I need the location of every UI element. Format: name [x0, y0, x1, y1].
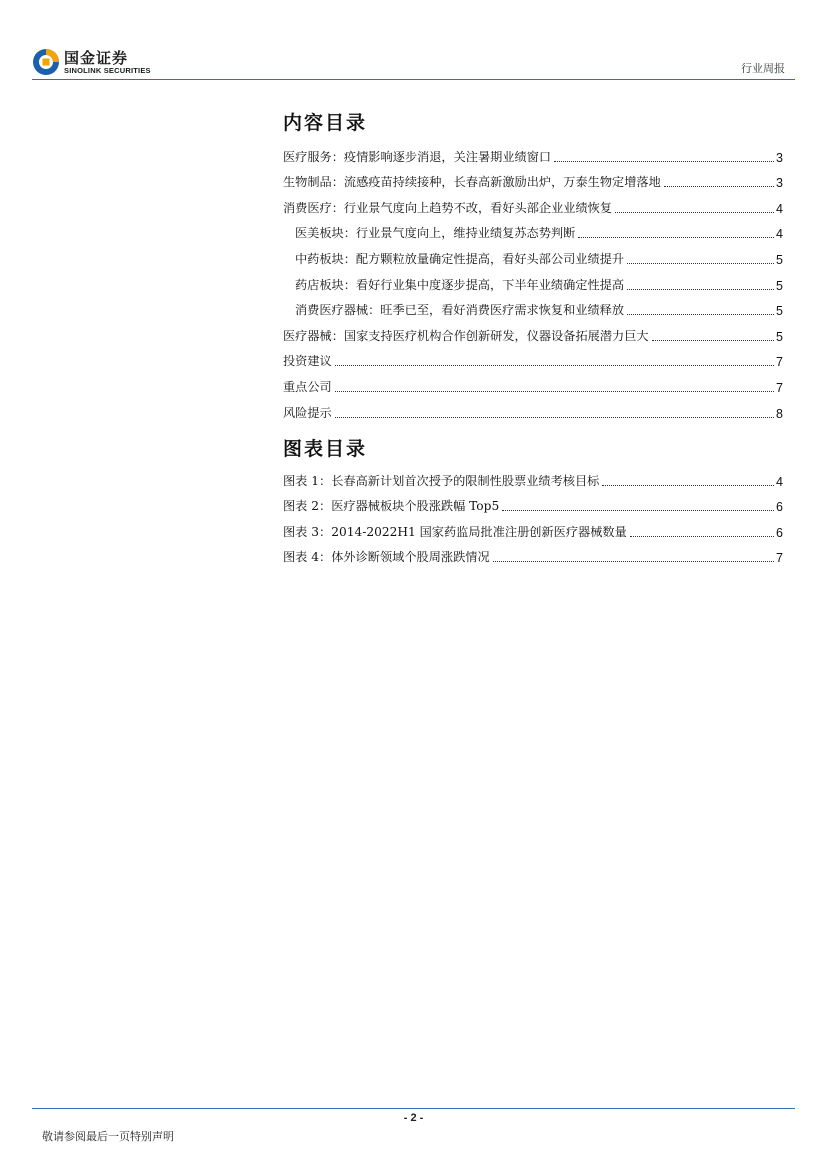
toc-page-number: 3	[776, 150, 783, 165]
toc-page-number: 4	[776, 201, 783, 216]
toc-entry-text: 图表 1：长春高新计划首次授予的限制性股票业绩考核目标	[283, 473, 600, 488]
disclaimer-note: 敬请参阅最后一页特别声明	[42, 1130, 174, 1143]
toc-page-number: 5	[776, 278, 783, 293]
toc-entry-text: 中药板块：配方颗粒放量确定性提高，看好头部公司业绩提升	[295, 251, 625, 266]
toc-entry[interactable]	[283, 190, 783, 216]
toc-page-number: 6	[776, 525, 783, 540]
dot-leader	[627, 314, 774, 315]
toc-page-number: 5	[776, 252, 783, 267]
figure-entry[interactable]	[283, 540, 783, 566]
dot-leader	[335, 391, 774, 392]
toc-entry-text: 图表 3：2014-2022H1 国家药监局批准注册创新医疗器械数量	[283, 524, 627, 539]
page-number: - 2 -	[403, 1112, 424, 1124]
brand-name-cn: 国金证券	[64, 49, 129, 67]
figure-entry[interactable]	[283, 514, 783, 540]
dot-leader	[602, 485, 774, 486]
header-divider	[32, 79, 795, 80]
dot-leader	[627, 263, 774, 264]
toc-entry-text: 医疗器械：国家支持医疗机构合作创新研发，仪器设备拓展潜力巨大	[283, 328, 649, 343]
toc-entry-text: 图表 2：医疗器械板块个股涨跌幅 Top5	[283, 499, 500, 514]
toc-page-number: 4	[776, 227, 783, 242]
toc-page-number: 7	[776, 551, 783, 566]
dot-leader	[652, 340, 774, 341]
toc-entry[interactable]	[283, 369, 783, 395]
figure-entry[interactable]	[283, 463, 783, 489]
contents-list	[283, 139, 783, 421]
brand-name-en: SINOLINK SECURITIES	[64, 66, 151, 75]
report-type-label: 行业周报	[741, 62, 785, 75]
brand-logo	[32, 46, 162, 78]
toc-page-number: 7	[776, 355, 783, 370]
toc-page-number: 6	[776, 500, 783, 515]
figures-list	[283, 463, 783, 565]
toc-entry-text: 医美板块：行业景气度向上，维持业绩复苏态势判断	[295, 226, 576, 241]
dot-leader	[664, 186, 774, 187]
toc-entry[interactable]	[283, 216, 783, 242]
toc-entry[interactable]	[283, 318, 783, 344]
toc-entry[interactable]	[283, 165, 783, 191]
toc-entry[interactable]	[283, 293, 783, 319]
toc-entry[interactable]	[283, 241, 783, 267]
dot-leader	[554, 161, 774, 162]
toc-entry-text: 风险提示	[283, 405, 332, 420]
figure-entry[interactable]	[283, 489, 783, 515]
toc-entry-text: 消费医疗：行业景气度向上趋势不改，看好头部企业业绩恢复	[283, 200, 613, 215]
dot-leader	[627, 289, 774, 290]
dot-leader	[335, 365, 774, 366]
dot-leader	[502, 510, 774, 511]
toc-entry[interactable]	[283, 267, 783, 293]
toc-entry-text: 生物制品：流感疫苗持续接种，长春高新激励出炉，万泰生物定增落地	[283, 175, 661, 190]
toc-entry[interactable]	[283, 395, 783, 421]
sinolink-logo-icon	[32, 48, 60, 76]
toc-entry-text: 药店板块：看好行业集中度逐步提高，下半年业绩确定性提高	[295, 277, 625, 292]
dot-leader	[615, 212, 774, 213]
toc-entry[interactable]	[283, 139, 783, 165]
dot-leader	[630, 536, 774, 537]
dot-leader	[493, 561, 774, 562]
toc-entry-text: 消费医疗器械：旺季已至，看好消费医疗需求恢复和业绩释放	[295, 303, 625, 318]
toc-entry-text: 图表 4：体外诊断领域个股周涨跌情况	[283, 550, 490, 565]
contents-title: 内容目录	[283, 112, 368, 134]
toc-entry-text: 重点公司	[283, 379, 332, 394]
dot-leader	[335, 417, 774, 418]
toc-page-number: 7	[776, 380, 783, 395]
toc-page-number: 3	[776, 176, 783, 191]
toc-entry-text: 医疗服务：疫情影响逐步消退，关注暑期业绩窗口	[283, 149, 552, 164]
figures-title: 图表目录	[283, 438, 368, 460]
footer-divider	[32, 1108, 795, 1109]
toc-page-number: 8	[776, 406, 783, 421]
toc-page-number: 4	[776, 474, 783, 489]
toc-page-number: 5	[776, 329, 783, 344]
toc-page-number: 5	[776, 304, 783, 319]
toc-entry[interactable]	[283, 344, 783, 370]
dot-leader	[578, 237, 774, 238]
toc-entry-text: 投资建议	[283, 354, 332, 369]
